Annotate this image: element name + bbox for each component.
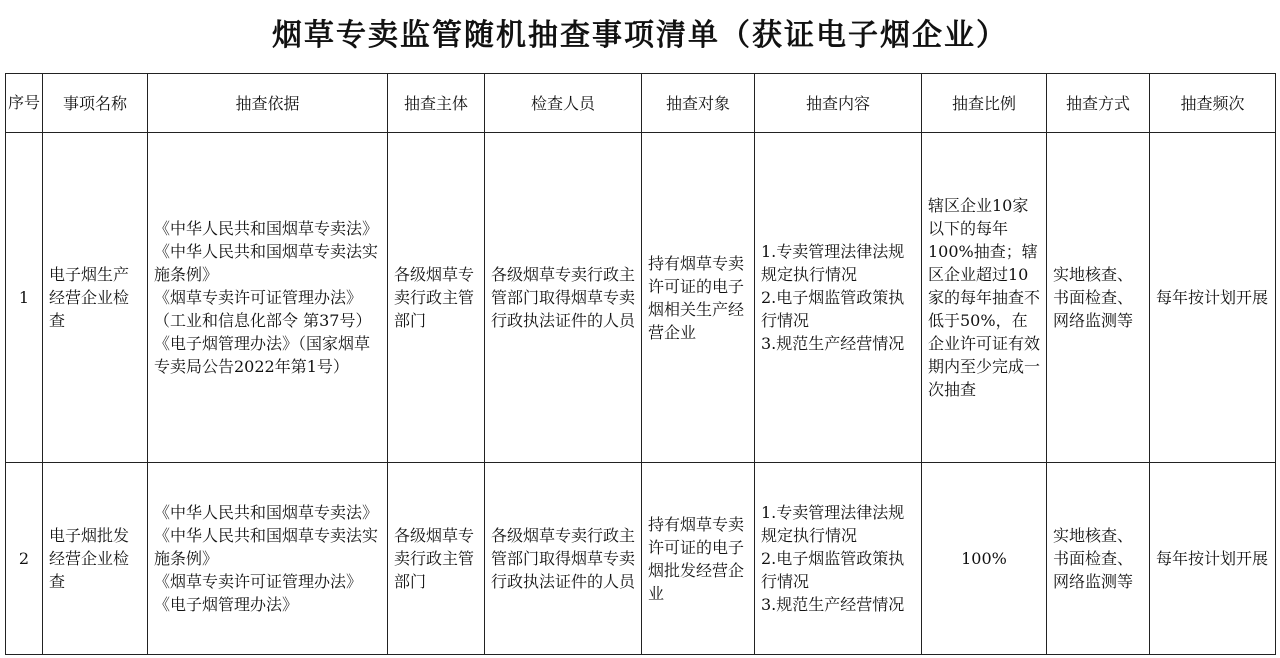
header-seq: 序号 bbox=[6, 74, 43, 133]
basis-item: 《中华人民共和国烟草专卖法实施条例》 bbox=[154, 242, 379, 284]
basis-item: 《烟草专卖许可证管理办法》（工业和信息化部令 第37号） bbox=[154, 288, 372, 330]
basis-item: 《电子烟管理办法》 bbox=[154, 595, 299, 614]
content-item: 2.电子烟监管政策执行情况 bbox=[761, 288, 905, 330]
table-row bbox=[6, 463, 1276, 655]
row-method: 实地核查、书面检查、网络监测等 bbox=[1047, 133, 1150, 463]
header-content: 抽查内容 bbox=[755, 74, 922, 133]
content-item: 3.规范生产经营情况 bbox=[761, 595, 905, 614]
content-item: 1.专卖管理法律法规规定执行情况 bbox=[761, 503, 905, 545]
row-content bbox=[755, 133, 922, 463]
content-item: 1.专卖管理法律法规规定执行情况 bbox=[761, 242, 905, 284]
row-name: 电子烟批发经营企业检查 bbox=[43, 463, 148, 655]
row-basis bbox=[148, 133, 388, 463]
row-inspectors: 各级烟草专卖行政主管部门取得烟草专卖行政执法证件的人员 bbox=[485, 463, 642, 655]
row-frequency: 每年按计划开展 bbox=[1150, 133, 1276, 463]
content-item: 3.规范生产经营情况 bbox=[761, 334, 905, 353]
basis-item: 《烟草专卖许可证管理办法》 bbox=[154, 572, 363, 591]
row-frequency: 每年按计划开展 bbox=[1150, 463, 1276, 655]
basis-item: 《中华人民共和国烟草专卖法实施条例》 bbox=[154, 526, 379, 568]
table-row bbox=[6, 133, 1276, 463]
header-basis: 抽查依据 bbox=[148, 74, 388, 133]
row-seq: 1 bbox=[6, 133, 43, 463]
row-inspectors: 各级烟草专卖行政主管部门取得烟草专卖行政执法证件的人员 bbox=[485, 133, 642, 463]
header-name: 事项名称 bbox=[43, 74, 148, 133]
row-content bbox=[755, 463, 922, 655]
document-title: 烟草专卖监管随机抽查事项清单（获证电子烟企业） bbox=[272, 18, 1008, 53]
content-item: 2.电子烟监管政策执行情况 bbox=[761, 549, 905, 591]
row-target: 持有烟草专卖许可证的电子烟批发经营企业 bbox=[642, 463, 755, 655]
row-basis bbox=[148, 463, 388, 655]
row-ratio: 100% bbox=[922, 463, 1047, 655]
row-name: 电子烟生产经营企业检查 bbox=[43, 133, 148, 463]
row-subject: 各级烟草专卖行政主管部门 bbox=[388, 133, 485, 463]
header-target: 抽查对象 bbox=[642, 74, 755, 133]
basis-item: 《电子烟管理办法》（国家烟草专卖局公告2022年第1号） bbox=[154, 334, 371, 376]
header-method: 抽查方式 bbox=[1047, 74, 1150, 133]
row-method: 实地核查、书面检查、网络监测等 bbox=[1047, 463, 1150, 655]
row-target: 持有烟草专卖许可证的电子烟相关生产经营企业 bbox=[642, 133, 755, 463]
row-ratio: 辖区企业10家以下的每年100%抽查；辖区企业超过10家的每年抽查不低于50%，在企业许可证有效期内至少完成一次抽查 bbox=[922, 133, 1047, 463]
spot-check-table bbox=[5, 73, 1276, 655]
header-row bbox=[6, 74, 1276, 133]
basis-item: 《中华人民共和国烟草专卖法》 bbox=[154, 503, 379, 522]
row-seq: 2 bbox=[6, 463, 43, 655]
row-subject: 各级烟草专卖行政主管部门 bbox=[388, 463, 485, 655]
header-subject: 抽查主体 bbox=[388, 74, 485, 133]
basis-item: 《中华人民共和国烟草专卖法》 bbox=[154, 219, 379, 238]
header-ratio: 抽查比例 bbox=[922, 74, 1047, 133]
header-frequency: 抽查频次 bbox=[1150, 74, 1276, 133]
header-inspectors: 检查人员 bbox=[485, 74, 642, 133]
